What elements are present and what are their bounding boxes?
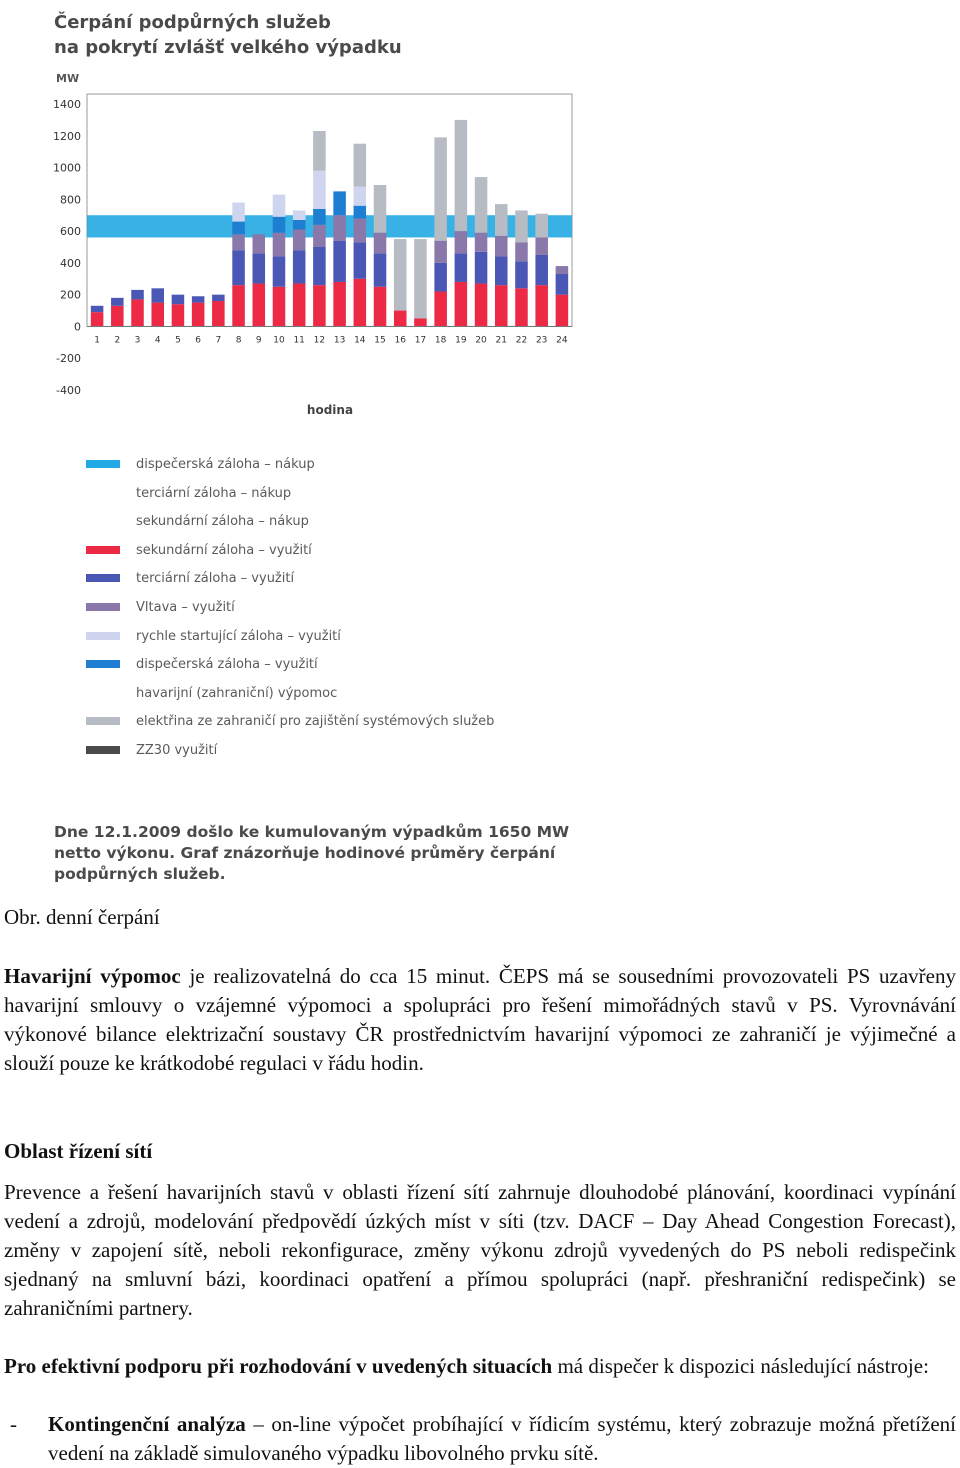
- bar-segment: [212, 301, 225, 326]
- bar-segment: [293, 230, 306, 251]
- legend-label: havarijní (zahraniční) výpomoc: [136, 685, 338, 701]
- y-tick-label: 1200: [53, 129, 81, 143]
- bar-segment: [232, 250, 245, 285]
- bar-segment: [434, 241, 447, 263]
- paragraph-rizeni-siti: Prevence a řešení havarijních stavů v oblasti řízení sítí zahrnuje dlouhodobé plánování, koordinaci vypínání vedení a zdrojů, modelování předpovědí úzkých míst v síti (tzv. DACF – Day Ahead Congestion Forecast), změny v zapojení sítě, neboli rekonfigurace, změny výkonu zdrojů vyvedených do PS neboli redispečink sjednaný na smluvní bázi, koordinaci opatření a přímou spolupráci (např. přeshraniční redispečink) se zahraničními partnery.: [4, 1180, 956, 1320]
- bar-segment: [253, 234, 266, 253]
- bar-segment: [293, 250, 306, 283]
- bullet-bold-lead: Kontingenční analýza: [48, 1412, 246, 1436]
- legend-label: dispečerská záloha – nákup: [136, 457, 315, 472]
- bar-segment: [556, 295, 569, 327]
- bar-segment: [354, 218, 367, 242]
- bar-segment: [354, 242, 367, 279]
- bar-segment: [313, 171, 326, 209]
- bar-segment: [556, 266, 569, 274]
- bar-segment: [374, 287, 387, 327]
- y-tick-label: -200: [56, 352, 81, 366]
- bar-segment: [192, 296, 205, 302]
- bar-segment: [455, 282, 468, 326]
- bar-segment: [151, 303, 164, 327]
- bar-segment: [333, 215, 346, 240]
- x-tick-label: 11: [293, 335, 305, 346]
- x-tick-label: 14: [354, 335, 366, 346]
- legend-label: elektřina ze zahraničí pro zajištění systémových služeb: [136, 714, 495, 730]
- bar-segment: [535, 237, 548, 254]
- bar-segment: [354, 206, 367, 219]
- bar-segment: [111, 306, 124, 327]
- legend-label: terciární záloha – využití: [136, 571, 295, 587]
- bar-segment: [354, 144, 367, 187]
- legend-swatch: [86, 746, 120, 754]
- x-tick-label: 2: [114, 335, 121, 346]
- bar-segment: [374, 185, 387, 233]
- legend-swatch: [86, 603, 120, 611]
- legend-label: sekundární záloha – nákup: [136, 514, 309, 530]
- bar-segment: [293, 220, 306, 230]
- bar-segment: [232, 222, 245, 235]
- x-tick-label: 16: [394, 335, 406, 346]
- y-tick-label: -400: [56, 384, 81, 397]
- bar-segment: [151, 288, 164, 302]
- bar-segment: [414, 319, 427, 327]
- paragraph-nastroje: [4, 1352, 956, 1381]
- bar-segment: [455, 231, 468, 253]
- legend-swatch: [86, 574, 120, 582]
- bar-segment: [333, 241, 346, 282]
- bar-segment: [172, 295, 185, 305]
- bar-segment: [313, 247, 326, 285]
- x-tick-label: 19: [455, 335, 467, 346]
- legend-swatch: [86, 546, 120, 554]
- bullet-body: – on-line výpočet probíhající v řídicím systému, který zobrazuje možná přetížení vedení na základě simulovaného výpadku libovolného prvku sítě.: [48, 1412, 956, 1465]
- bar-segment: [475, 177, 488, 233]
- legend-swatch: [86, 689, 120, 697]
- bar-segment: [131, 299, 144, 326]
- x-tick-label: 9: [255, 335, 262, 346]
- bar-segment: [313, 225, 326, 247]
- bar-segment: [535, 214, 548, 238]
- paragraph-body: je realizovatelná do cca 15 minut. ČEPS má se sousedními provozovateli PS uzavřeny havarijní smlouvy o vzájemné výpomoci a spolupráci pro řešení mimořádných stavů v PS. Vyrovnávání výkonové bilance elektrizační soustavy ČR prostřednictvím havarijní výpomoci ze zahraničí je výjimečné a slouží pouze ke krátkodobé regulaci v řádu hodin.: [4, 964, 956, 1075]
- bar-segment: [495, 285, 508, 326]
- x-tick-label: 21: [495, 335, 507, 346]
- bar-segment: [495, 204, 508, 236]
- bar-segment: [111, 298, 124, 306]
- bar-segment: [313, 131, 326, 171]
- hourly-reserve-chart: [40, 80, 600, 420]
- legend-label: sekundární záloha – využití: [136, 542, 312, 558]
- legend-swatch: [86, 460, 120, 468]
- x-tick-label: 5: [175, 335, 181, 346]
- x-tick-label: 3: [134, 335, 141, 346]
- legend-label: Vltava – využití: [136, 599, 235, 615]
- x-tick-label: 24: [556, 335, 568, 346]
- x-tick-label: 22: [515, 335, 528, 346]
- bar-segment: [91, 306, 104, 312]
- figure-title: [54, 10, 402, 60]
- bar-segment: [535, 285, 548, 326]
- bar-segment: [374, 233, 387, 254]
- x-tick-label: 7: [215, 335, 222, 346]
- legend-label: terciární záloha – nákup: [136, 485, 292, 501]
- legend-label: rychle startující záloha – využití: [136, 628, 341, 644]
- figure-title-line2: na pokrytí zvlášť velkého výpadku: [54, 37, 402, 58]
- bar-segment: [535, 255, 548, 285]
- bar-segment: [354, 279, 367, 327]
- bar-segment: [434, 263, 447, 292]
- section-heading: Oblast řízení sítí: [4, 1139, 153, 1163]
- bar-segment: [333, 282, 346, 326]
- x-tick-label: 17: [414, 335, 427, 346]
- legend-swatch: [86, 717, 120, 725]
- y-tick-label: 400: [60, 256, 81, 270]
- bar-segment: [434, 137, 447, 240]
- legend-label: dispečerská záloha – využití: [136, 657, 318, 673]
- y-axis-unit: MW: [56, 72, 80, 85]
- bullet-dash: -: [10, 1412, 17, 1436]
- x-axis-label: hodina: [306, 403, 354, 417]
- y-tick-label: 0: [74, 320, 81, 334]
- bar-segment: [475, 233, 488, 252]
- bar-segment: [333, 191, 346, 215]
- paragraph-bold-lead: Pro efektivní podporu při rozhodování v uvedených situacích: [4, 1354, 553, 1378]
- figure-label: Obr. denní čerpání: [4, 905, 160, 929]
- bar-segment: [374, 253, 387, 286]
- x-tick-label: 20: [475, 335, 487, 346]
- x-tick-label: 10: [273, 335, 285, 346]
- legend-swatch: [86, 489, 120, 497]
- bar-segment: [293, 210, 306, 220]
- bar-segment: [172, 304, 185, 326]
- bar-segment: [495, 257, 508, 286]
- bar-segment: [91, 312, 104, 326]
- bar-segment: [556, 274, 569, 295]
- bar-segment: [515, 242, 528, 261]
- bar-segment: [455, 120, 468, 231]
- bar-segment: [394, 239, 407, 310]
- x-tick-label: 23: [535, 335, 548, 346]
- y-tick-label: 800: [60, 193, 81, 207]
- bar-segment: [354, 187, 367, 206]
- bar-segment: [273, 233, 286, 257]
- bar-segment: [313, 209, 326, 225]
- x-tick-label: 13: [333, 335, 346, 346]
- bar-segment: [192, 303, 205, 327]
- figure-caption: Dne 12.1.2009 došlo ke kumulovaným výpadkům 1650 MW netto výkonu. Graf znázorňuje hodinové průměry čerpání podpůrných služeb.: [54, 823, 570, 883]
- bar-segment: [495, 236, 508, 257]
- y-tick-label: 1400: [53, 98, 81, 111]
- bar-segment: [414, 239, 427, 318]
- bar-segment: [253, 284, 266, 327]
- x-tick-label: 18: [434, 335, 447, 346]
- paragraph-body: má dispečer k dispozici následující nástroje:: [552, 1354, 929, 1378]
- bar-segment: [515, 288, 528, 326]
- bar-segment: [232, 285, 245, 326]
- bar-segment: [475, 252, 488, 284]
- legend-swatch: [86, 660, 120, 668]
- bar-segment: [253, 253, 266, 283]
- legend-label: ZZ30 využití: [136, 742, 218, 758]
- bar-segment: [212, 295, 225, 301]
- x-tick-label: 12: [313, 335, 326, 346]
- bar-segment: [434, 291, 447, 326]
- legend-swatch: [86, 632, 120, 640]
- y-tick-label: 1000: [53, 161, 81, 175]
- bar-segment: [273, 287, 286, 327]
- x-tick-label: 1: [94, 335, 100, 346]
- bar-segment: [515, 261, 528, 288]
- x-tick-label: 8: [235, 335, 242, 346]
- x-tick-label: 15: [374, 335, 386, 346]
- x-tick-label: 4: [154, 335, 161, 346]
- bar-segment: [232, 234, 245, 250]
- bar-segment: [232, 203, 245, 222]
- bullet-text: [48, 1410, 956, 1468]
- bar-segment: [475, 284, 488, 327]
- bar-segment: [313, 285, 326, 326]
- x-tick-label: 6: [195, 335, 202, 346]
- paragraph-havarijni-vypomoc: [4, 962, 956, 1078]
- paragraph-bold-lead: Havarijní výpomoc: [4, 964, 181, 988]
- bar-segment: [273, 217, 286, 233]
- y-tick-label: 600: [60, 225, 81, 239]
- bar-segment: [131, 290, 144, 300]
- bar-segment: [293, 284, 306, 327]
- bar-segment: [273, 195, 286, 217]
- bar-segment: [273, 257, 286, 287]
- figure-title-line1: Čerpání podpůrných služeb: [54, 12, 331, 33]
- bar-segment: [394, 311, 407, 327]
- y-tick-label: 200: [60, 288, 81, 302]
- bar-segment: [455, 253, 468, 282]
- legend-swatch: [86, 517, 120, 525]
- bar-segment: [515, 210, 528, 242]
